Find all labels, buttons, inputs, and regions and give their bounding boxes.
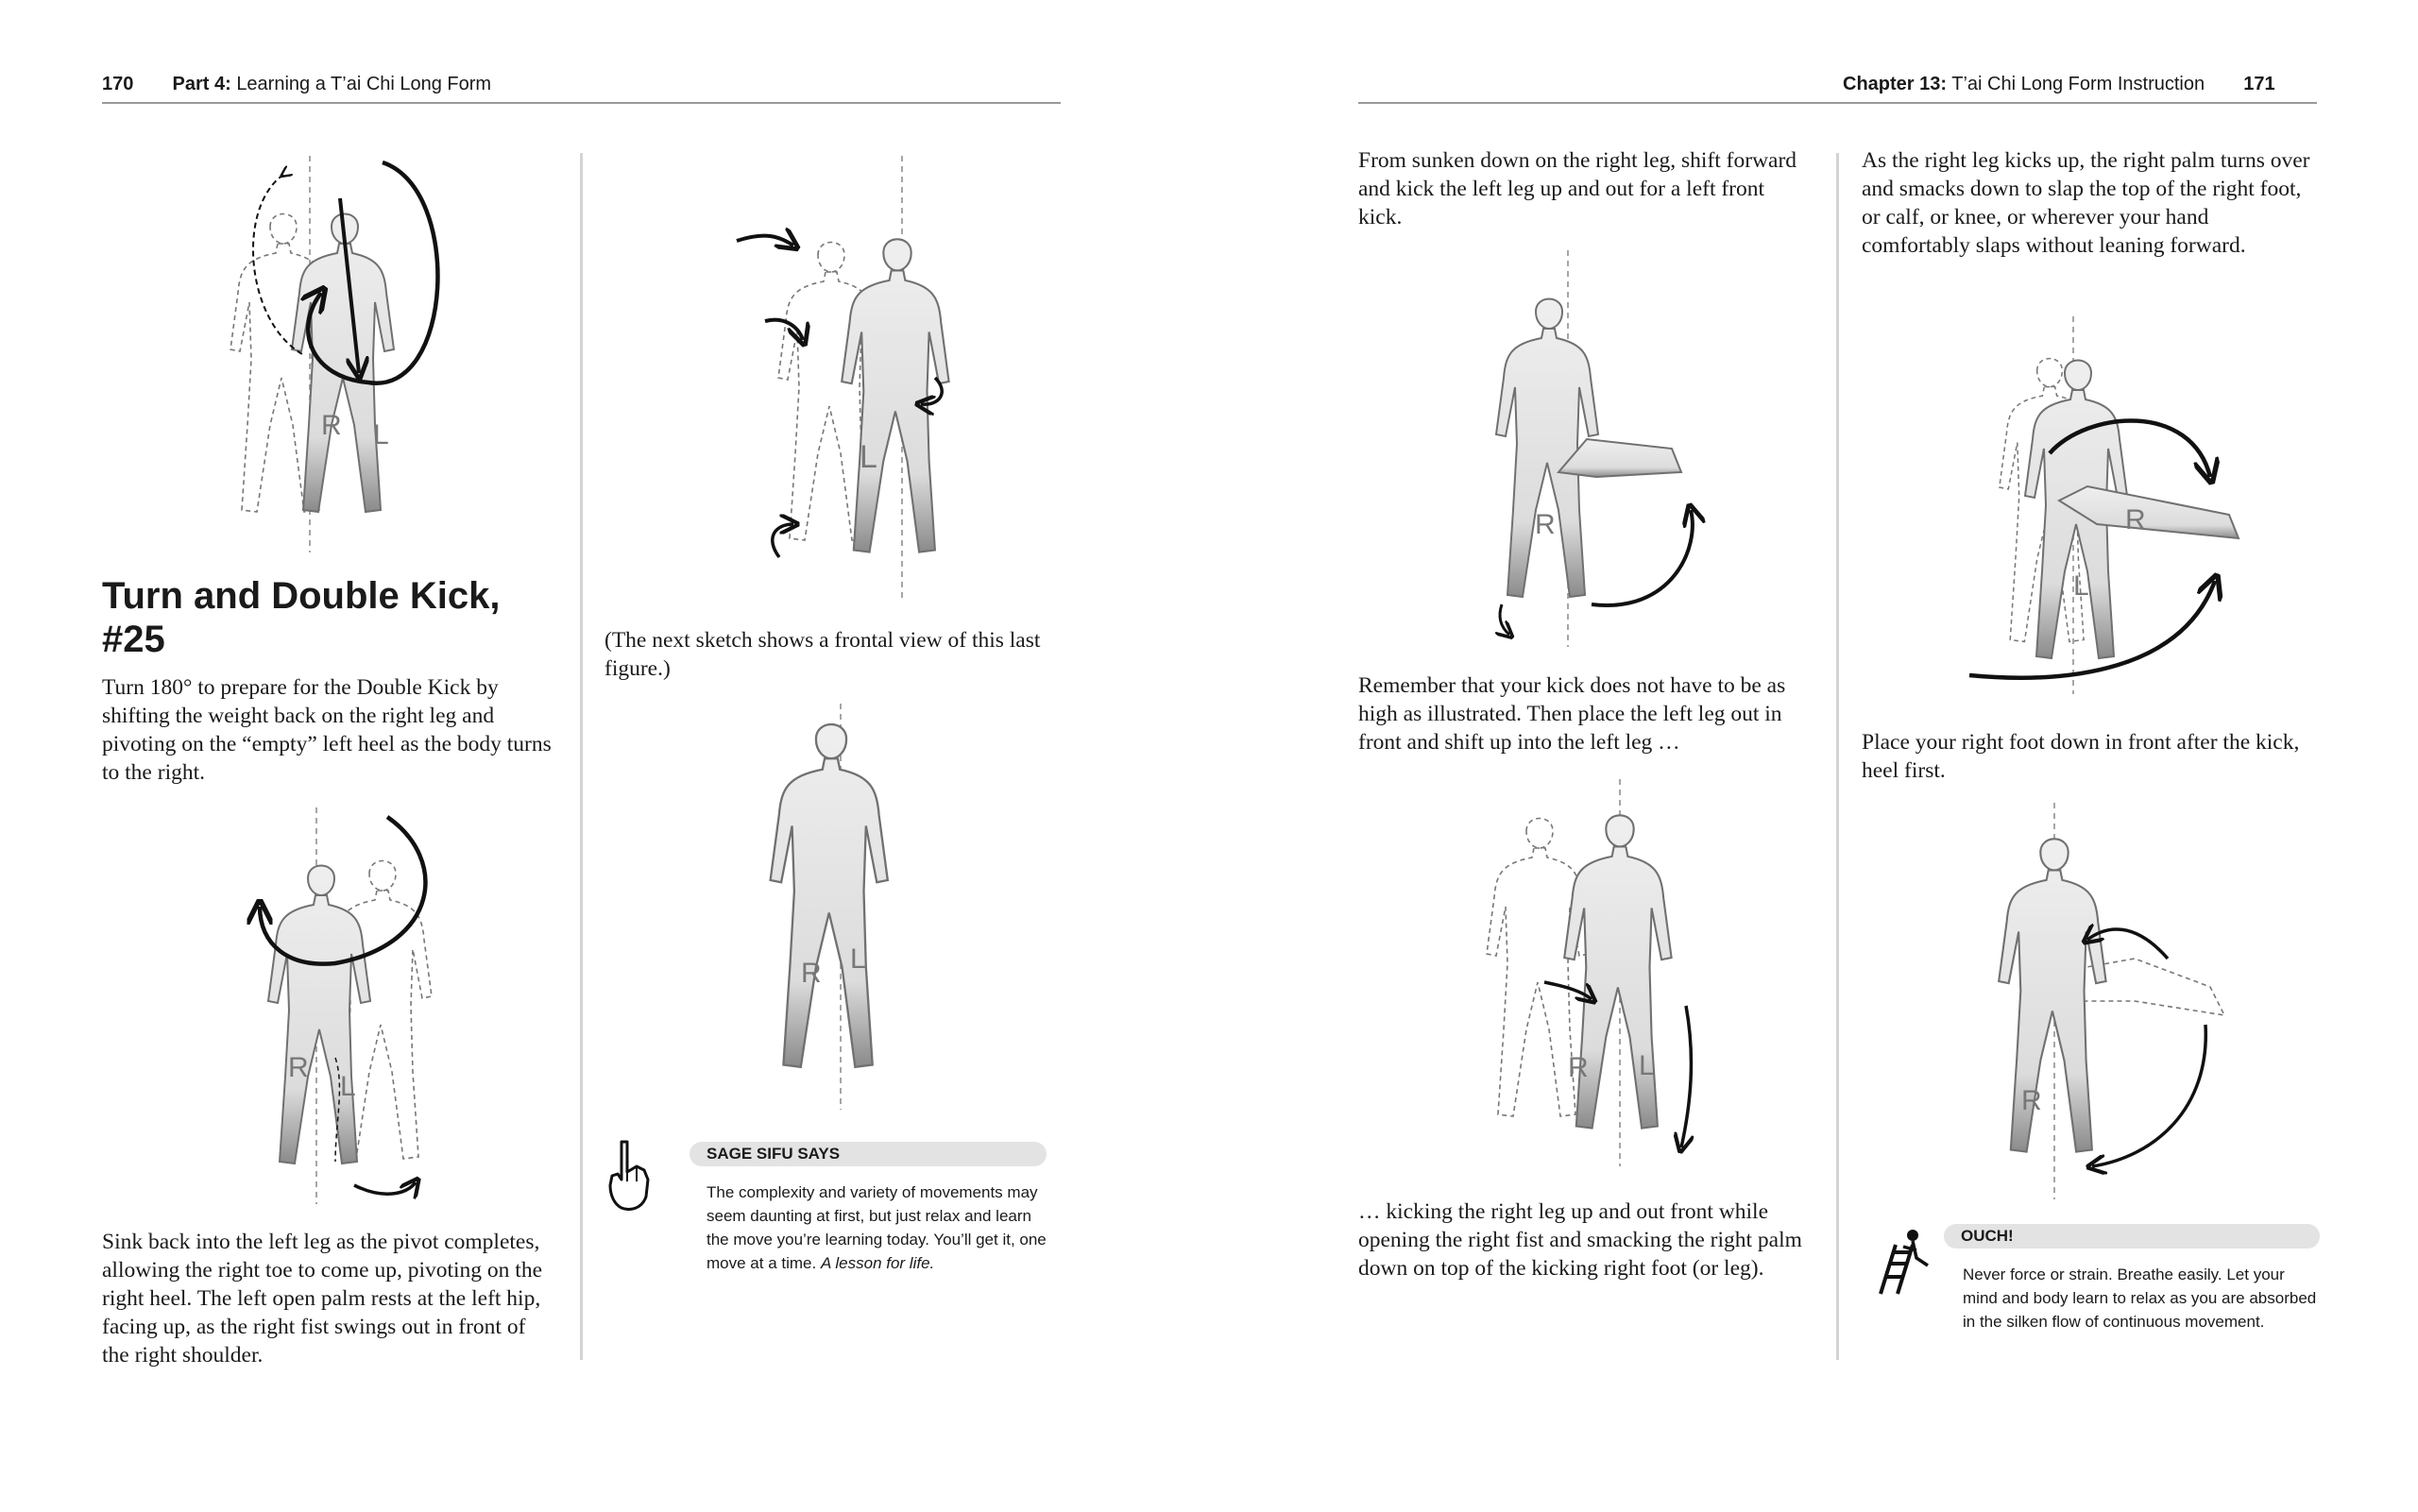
page-number-right: 171: [2243, 74, 2275, 94]
header-rule-left: [102, 102, 1061, 104]
tip-italic: A lesson for life.: [820, 1254, 935, 1272]
label-l: L: [373, 419, 389, 450]
label-l: L: [1639, 1050, 1655, 1081]
tip-text-sage-sifu: [707, 1181, 1048, 1275]
running-header-right: [1843, 74, 2275, 95]
column-divider-left: [580, 153, 583, 1360]
label-l: L: [860, 439, 877, 475]
tip-text-ouch: Never force or strain. Breathe easily. Let your mind and body learn to relax as you are absorbed in the silken flow of continuous movement.: [1963, 1266, 2317, 1331]
label-l: L: [340, 1071, 356, 1102]
label-r: R: [2125, 504, 2146, 535]
paragraph-turn: Turn 180° to prepare for the Double Kick by shifting the weight back on the right leg and pivoting on the “empty” left heel as the body turns to the right.: [102, 675, 552, 785]
section-heading: Turn and Double Kick, #25: [102, 575, 501, 660]
paragraph-kicking: … kicking the right leg up and out front while opening the right fist and smacking the right palm down on top of the kicking right foot (or leg).: [1358, 1199, 1802, 1281]
label-r: R: [1568, 1052, 1589, 1083]
figure-foot-down: [1965, 798, 2239, 1204]
paragraph-kicks-up: As the right leg kicks up, the right palm turns over and smacks down to slap the top of the right foot, or calf, or knee, or wherever your hand comfortably slaps without leaning forward.: [1862, 148, 2310, 258]
falling-ladder-icon: [1875, 1228, 1933, 1298]
tip-body: The complexity and variety of movements may seem daunting at first, but just relax and learn the move you’re learning today. You’ll get it, one move at a time.: [707, 1183, 1047, 1272]
header-rule-right: [1358, 102, 2317, 104]
label-r: R: [321, 410, 342, 441]
paragraph-sunken: From sunken down on the right leg, shift forward and kick the left leg up and out for a left front kick.: [1358, 148, 1797, 229]
label-r: R: [1535, 509, 1556, 540]
figure-left-front-kick: [1455, 246, 1738, 652]
label-r: R: [801, 958, 822, 989]
figure-frontal-view: [737, 699, 926, 1114]
paragraph-place: Place your right foot down in front after the kick, heel first.: [1862, 730, 2300, 783]
figure-right-kick-slap: [1917, 312, 2257, 699]
pointing-hand-icon: [604, 1138, 654, 1214]
figure-pivot-turn: [179, 151, 463, 557]
figure-sink-back: [203, 803, 486, 1209]
label-r: R: [288, 1052, 309, 1083]
paragraph-sink-back: Sink back into the left leg as the pivot completes, allowing the right toe to come up, pivoting on the right heel. The left open palm rests at the left hip, facing up, as the right fist swings out in front of the right shoulder.: [102, 1230, 543, 1368]
figure-shift-forward: [1445, 774, 1728, 1171]
part-label: Part 4:: [172, 74, 231, 94]
chapter-label: Chapter 13:: [1843, 74, 1948, 94]
label-l: L: [850, 943, 866, 975]
column-divider-right: [1836, 153, 1839, 1360]
label-r: R: [2021, 1085, 2042, 1116]
tip-title-ouch: OUCH!: [1944, 1224, 2320, 1249]
chapter-title: T’ai Chi Long Form Instruction: [1951, 74, 2205, 94]
part-title: Learning a T’ai Chi Long Form: [236, 74, 492, 94]
paragraph-remember: Remember that your kick does not have to be as high as illustrated. Then place the left leg out in front and shift up into the left leg …: [1358, 673, 1786, 755]
page-number-left: 170: [102, 74, 134, 94]
running-header-left: [102, 74, 491, 95]
figure-side-view: [699, 151, 982, 604]
paragraph-next-sketch: (The next sketch shows a frontal view of this last figure.): [604, 628, 1041, 681]
label-l: L: [2073, 570, 2089, 602]
tip-title-sage-sifu: SAGE SIFU SAYS: [690, 1142, 1047, 1166]
